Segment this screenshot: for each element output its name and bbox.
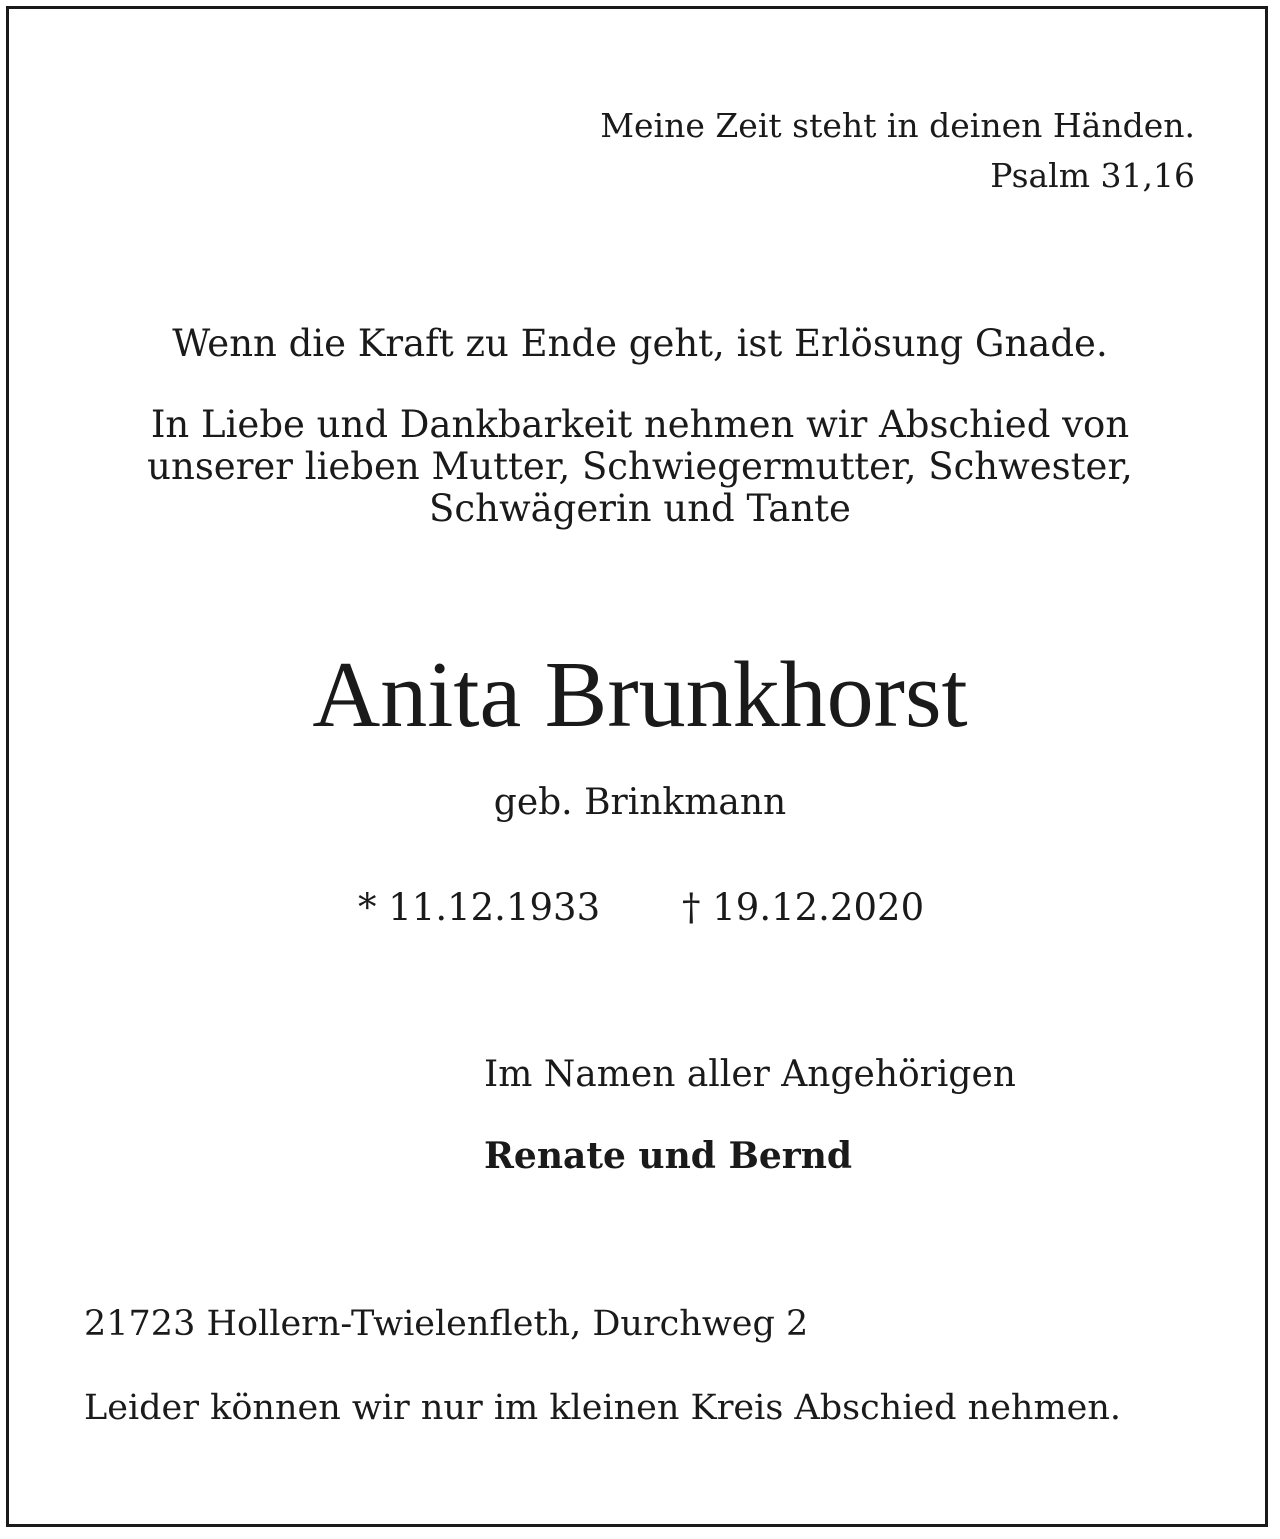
on-behalf-line: Im Namen aller Angehörigen [484,1054,1016,1095]
intro-line: unserer lieben Mutter, Schwiegermutter, Schwester, [147,445,1133,488]
address: 21723 Hollern-Twielenfleth, Durchweg 2 [84,1304,809,1344]
intro-line: In Liebe und Dankbarkeit nehmen wir Abschied von [150,403,1130,446]
deceased-name: Anita Brunkhorst [312,643,968,747]
closing-note: Leider können wir nur im kleinen Kreis Abschied nehmen. [84,1388,1122,1428]
obituary-frame [6,6,1268,1527]
maiden-name: geb. Brinkmann [493,782,787,823]
birth-date: * 11.12.1933 [358,886,601,929]
signers: Renate und Bernd [484,1135,853,1177]
bible-verse-reference: Psalm 31,16 [990,156,1195,195]
quote-line: Wenn die Kraft zu Ende geht, ist Erlösung Gnade. [172,322,1108,365]
death-date: † 19.12.2020 [682,886,925,929]
bible-verse: Meine Zeit steht in deinen Händen. [600,106,1195,145]
intro-line: Schwägerin und Tante [429,487,851,530]
intro-text [0,404,1280,530]
